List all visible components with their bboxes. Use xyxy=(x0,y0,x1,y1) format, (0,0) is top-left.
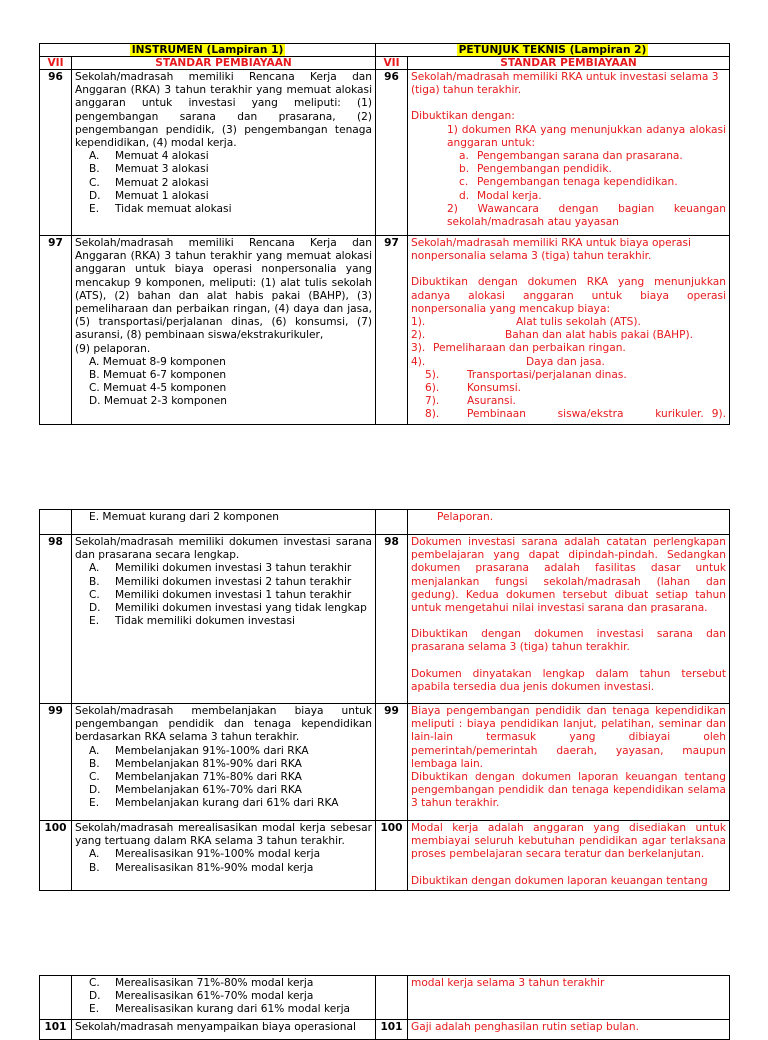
guide-cell xyxy=(408,70,730,236)
guide-cell xyxy=(408,976,730,1020)
guide-list-item: d. Modal kerja. xyxy=(459,189,542,202)
item-number-right: 99 xyxy=(376,704,408,821)
option-c: C. Memuat 4-5 komponen xyxy=(89,382,227,395)
guide-paragraph: Dibuktikan dengan dokumen laporan keuangan tentang xyxy=(411,874,708,887)
item-number: 96 xyxy=(40,70,72,236)
right-title: PETUNJUK TEKNIS (Lampiran 2) xyxy=(458,44,647,56)
section-title: STANDAR PEMBIAYAAN xyxy=(72,57,376,70)
right-title-cell xyxy=(376,44,730,57)
guide-paragraph: Dokumen dinyatakan lengkap dalam tahun tersebut apabila tersedia dua jenis dokumen investasi. xyxy=(411,667,726,693)
option-e: E. Membelanjakan kurang dari 61% dari RKA xyxy=(89,797,339,810)
guide-list-item: 3). Pemeliharaan dan perbaikan ringan. xyxy=(411,342,626,355)
option-b: B. Merealisasikan 81%-90% modal kerja xyxy=(89,861,314,874)
option-c: C. Membelanjakan 71%-80% dari RKA xyxy=(89,771,302,784)
option-a: A. Merealisasikan 91%-100% modal kerja xyxy=(89,848,321,861)
guide-paragraph: Modal kerja adalah anggaran yang disediakan untuk membiayai seluruh kebutuhan pendidikan agar terlaksana proses pembelajaran secara teratur dan berkelanjutan. xyxy=(411,822,726,861)
guide-intro: Sekolah/madrasah memiliki RKA untuk investasi selama 3 (tiga) tahun terakhir. xyxy=(411,71,719,97)
option-a: A. Membelanjakan 91%-100% dari RKA xyxy=(89,744,309,757)
guide-list-item: 1). Alat tulis sekolah (ATS). xyxy=(411,316,641,329)
guide-paragraph: Gaji adalah penghasilan rutin setiap bulan. xyxy=(411,1020,639,1033)
option-b: B. Memuat 6-7 komponen xyxy=(89,369,227,382)
page-3 xyxy=(39,975,729,1033)
item-number-right: 98 xyxy=(376,535,408,704)
option-e: E. Tidak memuat alokasi xyxy=(89,203,232,216)
section-title-right: STANDAR PEMBIAYAAN xyxy=(408,57,730,70)
option-e: E. Tidak memiliki dokumen investasi xyxy=(89,615,295,628)
instrument-table-2 xyxy=(39,509,730,891)
item-number-right: 97 xyxy=(376,236,408,425)
item-number: 99 xyxy=(40,704,72,821)
item-number-right: 100 xyxy=(376,821,408,891)
guide-paragraph: Biaya pengembangan pendidik dan tenaga kependidikan meliputi : biaya pendidikan lanjut, pelatihan, seminar dan lain-lain termasuk yang dibiayai oleh pemerintah/pemerintah daerah, yayasan, maupun lembaga lain. xyxy=(411,705,726,770)
item-number: 100 xyxy=(40,821,72,891)
option-b: B. Memiliki dokumen investasi 2 tahun terakhir xyxy=(89,575,352,588)
question-text: Sekolah/madrasah menyampaikan biaya operasional xyxy=(75,1020,356,1033)
guide-paragraph: modal kerja selama 3 tahun terakhir xyxy=(411,977,605,989)
option-d: D. Membelanjakan 61%-70% dari RKA xyxy=(89,784,302,797)
question-end: (9) pelaporan. xyxy=(75,342,151,355)
guide-list-item: a. Pengembangan sarana dan prasarana. xyxy=(459,150,683,163)
question-text: Sekolah/madrasah merealisasikan modal kerja sebesar yang tertuang dalam RKA selama 3 tahun terakhir. xyxy=(75,822,372,848)
guide-list-item: 8). Pembinaan siswa/ekstra kurikuler. 9). xyxy=(425,408,727,421)
guide-proof: Dibuktikan dengan dokumen RKA yang menunjukkan adanya alokasi anggaran untuk biaya operasi nonpersonalia yang mencakup biaya: xyxy=(411,276,727,315)
guide-list-item: 4). Daya dan jasa. xyxy=(411,355,605,368)
option-a: A. Memuat 4 alokasi xyxy=(89,150,209,163)
left-title: INSTRUMEN (Lampiran 1) xyxy=(131,44,284,56)
guide-list-item: 6). Konsumsi. xyxy=(425,382,522,395)
question-cell xyxy=(72,1019,376,1039)
question-cell xyxy=(72,70,376,236)
option-b: B. Membelanjakan 81%-90% dari RKA xyxy=(89,757,302,770)
option-d: D. Memuat 1 alokasi xyxy=(89,189,209,202)
page-2 xyxy=(39,509,729,891)
question-cell xyxy=(72,704,376,821)
question-cell xyxy=(72,821,376,891)
instrument-table-1 xyxy=(39,43,730,425)
question-text: Sekolah/madrasah memiliki Rencana Kerja dan Anggaran (RKA) 3 tahun terakhir yang memuat alokasi anggaran untuk investasi yang meliputi: (1) pengembangan sarana dan prasarana, (2) pengembangan pendidik, (3) pengembangan tenaga kependidikan, (4) modal kerja. xyxy=(75,71,373,150)
item-number-right: 96 xyxy=(376,70,408,236)
item-number: 98 xyxy=(40,535,72,704)
guide-list-item: 2). Bahan dan alat habis pakai (BAHP). xyxy=(411,329,694,342)
option-c: C. Memuat 2 alokasi xyxy=(89,176,209,189)
question-cell xyxy=(72,976,376,1020)
option-c: C. Merealisasikan 71%-80% modal kerja xyxy=(89,977,314,989)
option-b: B. Memuat 3 alokasi xyxy=(89,163,209,176)
option-e: E. Merealisasikan kurang dari 61% modal kerja xyxy=(89,1003,351,1016)
question-text: Sekolah/madrasah memiliki dokumen investasi sarana dan prasarana secara lengkap. xyxy=(75,536,372,562)
guide-proof: Dibuktikan dengan: xyxy=(411,110,515,123)
guide-doc: 1) dokumen RKA yang menunjukkan adanya alokasi anggaran untuk: xyxy=(447,123,727,149)
guide-interview: 2) Wawancara dengan bagian keuangan sekolah/madrasah atau yayasan xyxy=(447,202,727,229)
item-number: 101 xyxy=(40,1019,72,1039)
section-code-right: VII xyxy=(376,57,408,70)
option-d: D. Memuat 2-3 komponen xyxy=(89,395,227,408)
guide-list-item: 7). Asuransi. xyxy=(425,395,516,408)
question-cell xyxy=(72,236,376,425)
guide-paragraph: Dibuktikan dengan dokumen laporan keuangan tentang pengembangan pendidik dan tenaga kependidikan selama 3 tahun terakhir. xyxy=(411,771,726,810)
guide-paragraph: Dibuktikan dengan dokumen investasi sarana dan prasarana selama 3 (tiga) tahun terakhir. xyxy=(411,628,726,654)
item-number: 97 xyxy=(40,236,72,425)
guide-paragraph: Dokumen investasi sarana adalah catatan perlengkapan pembelajaran yang dapat dipindah-pindah. Sedangkan dokumen prasarana adalah fasilitas dasar untuk menjalankan fungsi sekolah/madrasah (lahan dan gedung). Kedua dokumen tersebut dibuat setiap tahun untuk mengetahui nilai investasi sarana dan prasarana. xyxy=(411,536,726,615)
guide-list-item: b. Pengembangan pendidik. xyxy=(459,163,612,176)
guide-cell xyxy=(408,236,730,425)
option-a: A. Memiliki dokumen investasi 3 tahun terakhir xyxy=(89,562,352,575)
guide-list-item: 5). Transportasi/perjalanan dinas. xyxy=(425,368,627,381)
guide-cell xyxy=(408,821,730,891)
option-a: A. Memuat 8-9 komponen xyxy=(89,355,226,368)
guide-intro: Sekolah/madrasah memiliki RKA untuk biaya operasi nonpersonalia selama 3 (tiga) tahun terakhir. xyxy=(411,237,691,263)
guide-cell xyxy=(408,1019,730,1039)
question-text: Sekolah/madrasah membelanjakan biaya untuk pengembangan pendidik dan tenaga kependidikan berdasarkan RKA selama 3 tahun terakhir. xyxy=(75,705,372,744)
option-d: D. Memiliki dokumen investasi yang tidak lengkap xyxy=(89,602,367,615)
left-title-cell xyxy=(40,44,376,57)
section-code: VII xyxy=(40,57,72,70)
guide-cell xyxy=(408,535,730,704)
option-e: E. Memuat kurang dari 2 komponen xyxy=(89,511,280,523)
instrument-table-3 xyxy=(39,975,730,1040)
guide-cell xyxy=(408,704,730,821)
guide-list-end: Pelaporan. xyxy=(437,511,494,523)
guide-list-item: c. Pengembangan tenaga kependidikan. xyxy=(459,176,678,189)
page-1 xyxy=(39,43,729,425)
question-cell xyxy=(72,510,376,535)
guide-cell xyxy=(408,510,730,535)
option-c: C. Memiliki dokumen investasi 1 tahun terakhir xyxy=(89,588,352,601)
option-d: D. Merealisasikan 61%-70% modal kerja xyxy=(89,990,314,1003)
item-number-right: 101 xyxy=(376,1019,408,1039)
question-text: Sekolah/madrasah memiliki Rencana Kerja dan Anggaran (RKA) 3 tahun terakhir yang memuat alokasi anggaran untuk biaya operasi nonpersonalia yang mencakup 9 komponen, meliputi: (1) alat tulis sekolah (ATS), (2) bahan dan alat habis pakai (BAHP), (3) pemeliharaan dan perbaikan ringan, (4) daya dan jasa, (5) transportasi/perjalanan dinas, (6) konsumsi, (7) asuransi, (8) pembinaan siswa/ekstrakurikuler, xyxy=(75,237,373,342)
question-cell xyxy=(72,535,376,704)
